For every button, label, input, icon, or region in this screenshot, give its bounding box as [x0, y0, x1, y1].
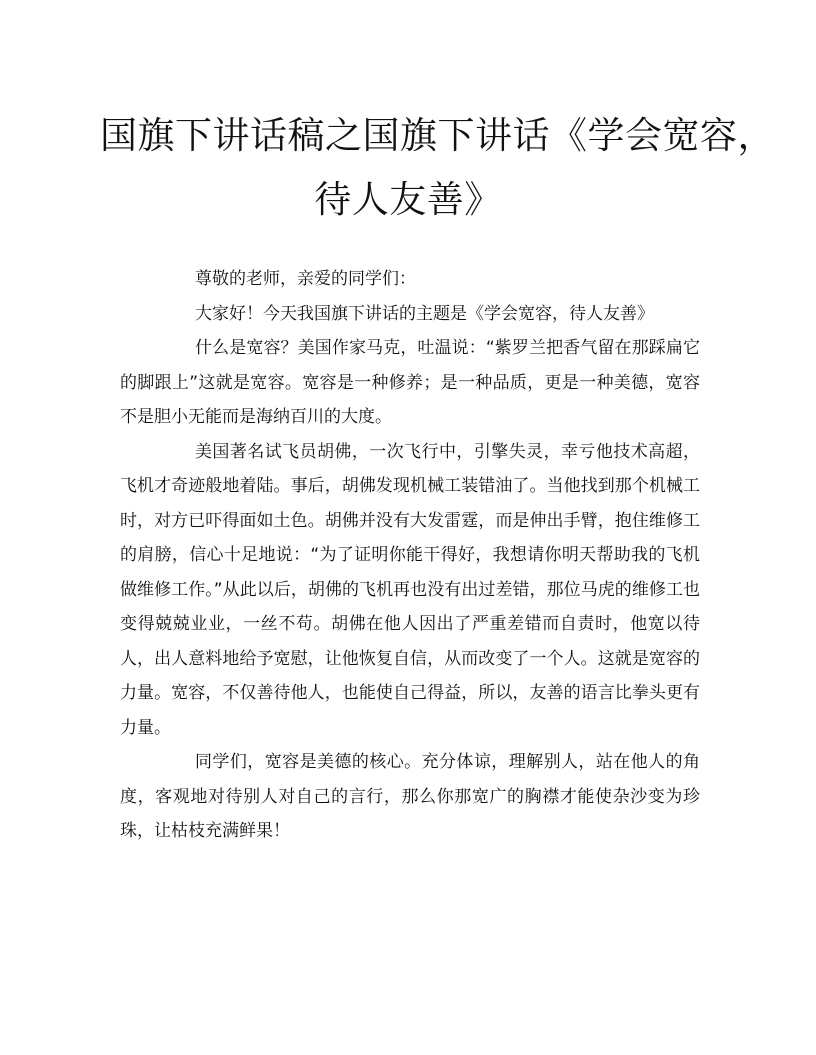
document-body — [120, 262, 700, 849]
conclusion-paragraph: 同学们，宽容是美德的核心。充分体谅，理解别人，站在他人的角度，客观地对待别人对自己的言行，那么你那宽广的胸襟才能使杂沙变为珍珠，让枯枝充满鲜果！ — [120, 752, 700, 841]
document-title — [100, 104, 775, 232]
salutation-paragraph: 尊敬的老师，亲爱的同学们： — [195, 269, 416, 289]
greeting-paragraph: 大家好！今天我国旗下讲话的主题是《学会宽容，待人友善》 — [195, 303, 654, 324]
title-line-1: 国旗下讲话稿之国旗下讲话《学会宽容， — [100, 114, 775, 157]
title-line-2: 待人友善》 — [314, 178, 502, 221]
story-paragraph: 美国著名试飞员胡佛，一次飞行中，引擎失灵，幸亏他技术高超，飞机才奇迹般地着陆。事后，胡佛发现机械工装错油了。当他找到那个机械工时，对方已吓得面如土色。胡佛并没有大发雷霆，而是伸出手臂，抱住维修工的肩膀，信心十足地说：“为了证明你能干得好，我想请你明天帮助我的飞机做维修工作。”从此以后，胡佛的飞机再也没有出过差错，那位马虎的维修工也变得兢兢业业，一丝不苟。胡佛在他人因出了严重差错而自责时，他宽以待人，出人意料地给予宽慰，让他恢复自信，从而改变了一个人。这就是宽容的力量。宽容，不仅善待他人，也能使自己得益，所以，友善的语言比拳头更有力量。 — [120, 441, 700, 738]
definition-paragraph: 什么是宽容？美国作家马克，吐温说：“紫罗兰把香气留在那踩扁它的脚跟上”这就是宽容。宽容是一种修养；是一种品质，更是一种美德，宽容不是胆小无能而是海纳百川的大度。 — [120, 338, 700, 427]
